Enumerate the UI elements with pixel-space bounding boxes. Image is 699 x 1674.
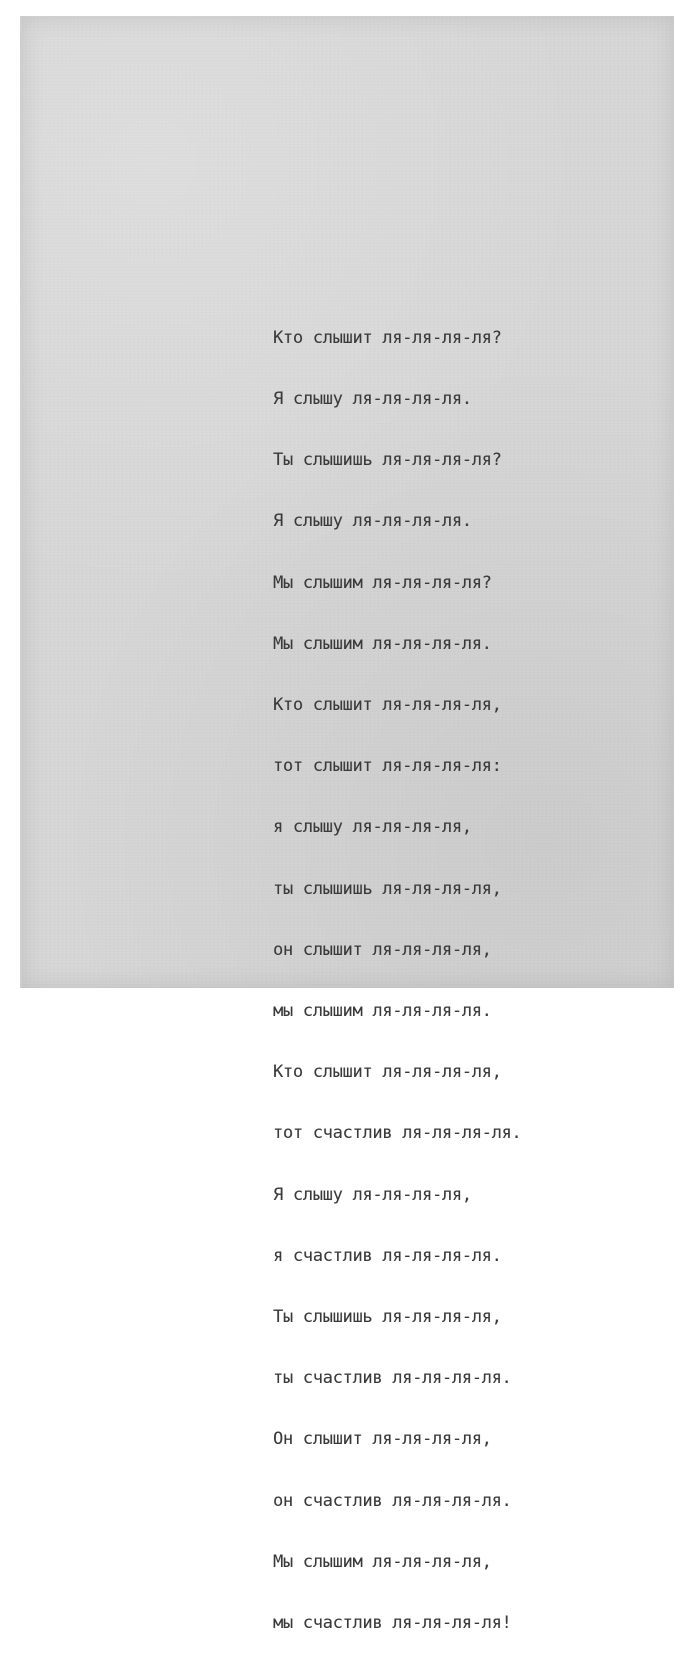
poem-line: он слышит ля-ля-ля-ля, bbox=[273, 939, 492, 960]
poem-line: я счастлив ля-ля-ля-ля. bbox=[273, 1245, 502, 1266]
poem-line: Ты слышишь ля-ля-ля-ля? bbox=[273, 450, 502, 471]
poem-line: Мы слышим ля-ля-ля-ля, bbox=[273, 1551, 492, 1572]
poem-line: тот слышит ля-ля-ля-ля: bbox=[273, 756, 502, 777]
typewritten-page bbox=[20, 16, 674, 1634]
poem-line: Я слышу ля-ля-ля-ля. bbox=[273, 511, 472, 532]
poem-line: Я слышу ля-ля-ля-ля. bbox=[273, 389, 472, 410]
poem-line: ты счастлив ля-ля-ля-ля. bbox=[273, 1368, 512, 1389]
poem-line: он счастлив ля-ля-ля-ля. bbox=[273, 1490, 512, 1511]
poem-line: Я слышу ля-ля-ля-ля, bbox=[273, 1184, 472, 1205]
poem-line: тот счастлив ля-ля-ля-ля. bbox=[273, 1123, 522, 1144]
poem-line: Кто слышит ля-ля-ля-ля, bbox=[273, 1062, 502, 1083]
poem-line: я слышу ля-ля-ля-ля, bbox=[273, 817, 472, 838]
poem-line: Ты слышишь ля-ля-ля-ля, bbox=[273, 1307, 502, 1328]
poem-line: Кто слышит ля-ля-ля-ля? bbox=[273, 327, 502, 348]
poem-line: Мы слышим ля-ля-ля-ля. bbox=[273, 633, 492, 654]
poem-line: ты слышишь ля-ля-ля-ля, bbox=[273, 878, 502, 899]
poem-line: мы слышим ля-ля-ля-ля. bbox=[273, 1001, 492, 1022]
poem-text bbox=[273, 287, 521, 1674]
poem-line: Мы слышим ля-ля-ля-ля? bbox=[273, 572, 492, 593]
poem-line: Он слышит ля-ля-ля-ля, bbox=[273, 1429, 492, 1450]
poem-line: Кто слышит ля-ля-ля-ля, bbox=[273, 695, 502, 716]
poem-line: мы счастлив ля-ля-ля-ля! bbox=[273, 1613, 512, 1634]
